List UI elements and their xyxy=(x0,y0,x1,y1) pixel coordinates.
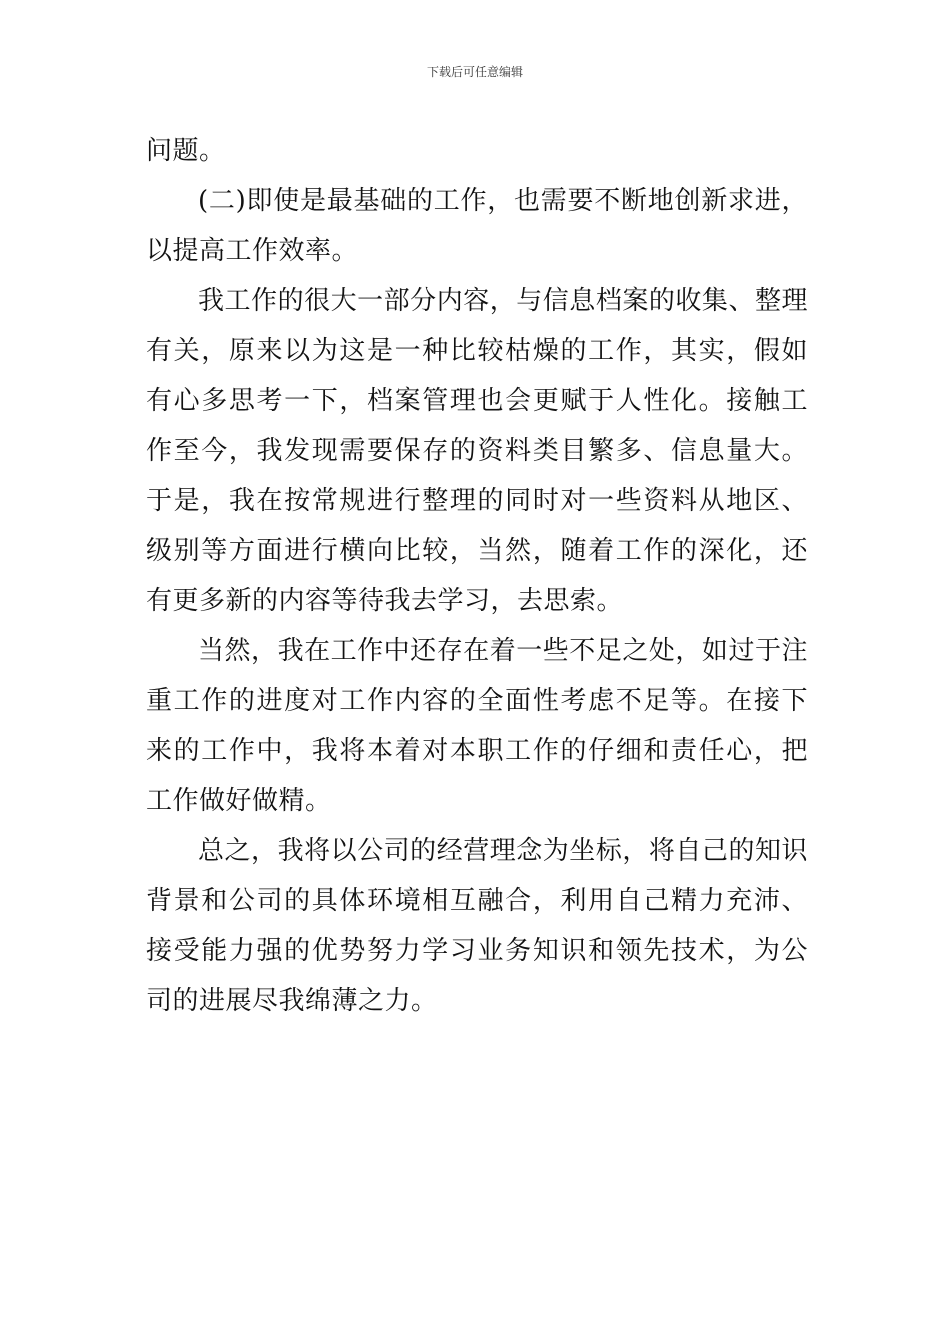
paragraph-5: 总之，我将以公司的经营理念为坐标，将自己的知识背景和公司的具体环境相互融合，利用自己精力充沛、接受能力强的优势努力学习业务知识和领先技术，为公司的进展尽我绵薄之力。 xyxy=(146,836,808,1016)
paragraph-3: 我工作的很大一部分内容，与信息档案的收集、整理有关，原来以为这是一种比较枯燥的工作，其实，假如有心多思考一下，档案管理也会更赋于人性化。接触工作至今，我发现需要保存的资料类目繁多、信息量大。于是，我在按常规进行整理的同时对一些资料从地区、级别等方面进行横向比较，当然，随着工作的深化，还有更多新的内容等待我去学习，去思索。 xyxy=(146,286,808,616)
document-body xyxy=(146,126,808,1026)
paragraph-1: 问题。 xyxy=(146,136,226,166)
paragraph-4: 当然，我在工作中还存在着一些不足之处，如过于注重工作的进度对工作内容的全面性考虑不足等。在接下来的工作中，我将本着对本职工作的仔细和责任心，把工作做好做精。 xyxy=(146,636,808,816)
paragraph-2: (二)即使是最基础的工作，也需要不断地创新求进，以提高工作效率。 xyxy=(146,186,808,266)
page-header: 下载后可任意编辑 xyxy=(426,65,523,79)
